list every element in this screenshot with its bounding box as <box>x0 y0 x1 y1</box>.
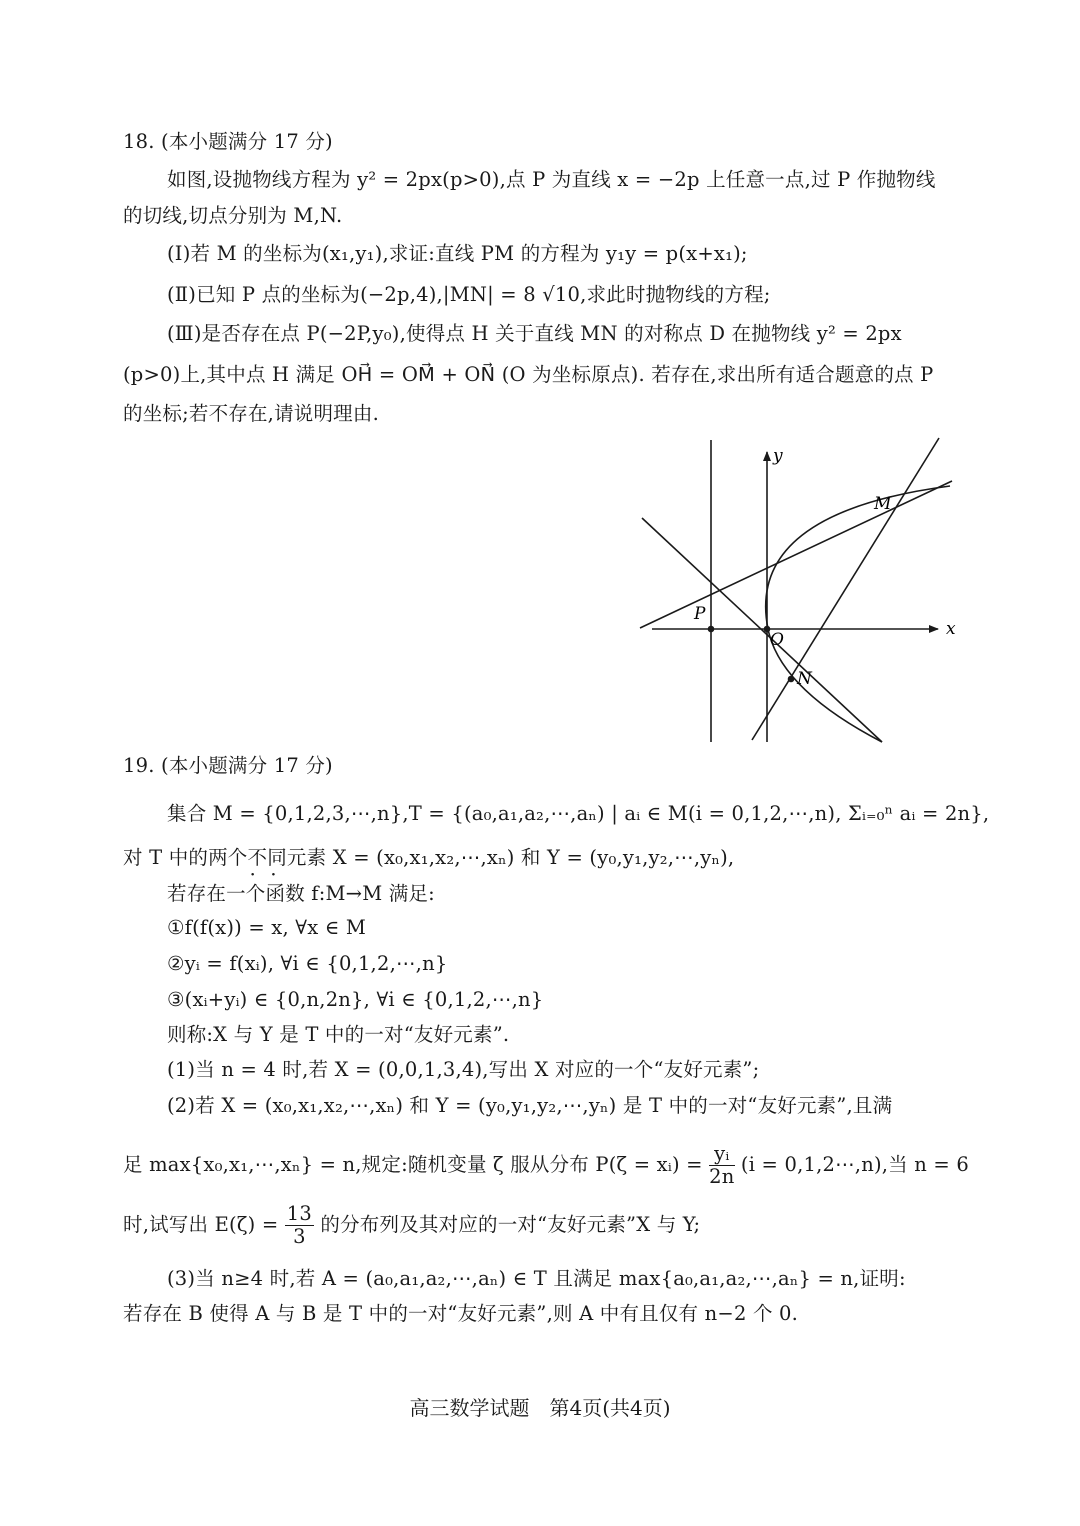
fraction-denominator: 2n <box>709 1165 735 1188</box>
q19-pair-pre: 对 T 中的两个 <box>123 846 248 869</box>
q19-part3-line2: 若存在 B 使得 A 与 B 是 T 中的一对“友好元素”,则 A 中有且仅有 n−2 个 0. <box>123 1302 799 1325</box>
q18-heading: 18. (本小题满分 17 分) <box>123 130 333 153</box>
q18-part3-line3: 的坐标;若不存在,请说明理由. <box>123 402 379 425</box>
q19-set-definition: 集合 M = {0,1,2,3,⋯,n},T = {(a₀,a₁,a₂,⋯,aₙ) | aᵢ ∈ M(i = 0,1,2,⋯,n), Σᵢ₌₀ⁿ aᵢ = 2n}, <box>167 802 990 825</box>
q19-part2-line2 <box>123 1140 969 1190</box>
fraction-13-over-3 <box>285 1203 314 1248</box>
tangent-line-pm <box>640 481 952 628</box>
q19-part2-line2-post: (i = 0,1,2⋯,n),当 n = 6 <box>740 1153 969 1176</box>
q19-pair-post: 元素 X = (x₀,x₁,x₂,⋯,xₙ) 和 Y = (y₀,y₁,y₂,⋯,yₙ), <box>286 846 735 869</box>
q18-intro-line1: 如图,设抛物线方程为 y² = 2px(p>0),点 P 为直线 x = −2p 上任意一点,过 P 作抛物线 <box>167 168 936 191</box>
fraction-numerator: yᵢ <box>709 1143 734 1166</box>
fraction-yi-over-2n <box>709 1143 734 1188</box>
q18-part2: (Ⅱ)已知 P 点的坐标为(−2p,4),|MN| = 8 √10,求此时抛物线的方程; <box>167 283 771 306</box>
chord-mn <box>752 438 939 740</box>
q18-part1: (Ⅰ)若 M 的坐标为(x₁,y₁),求证:直线 PM 的方程为 y₁y = p(x+x₁); <box>167 242 748 265</box>
parabola-figure <box>638 434 958 746</box>
q19-part2-line2-pre: 足 max{x₀,x₁,⋯,xₙ} = n,规定:随机变量 ζ 服从分布 P(ζ = xᵢ) = <box>123 1153 703 1176</box>
tangent-line-pn <box>642 518 882 742</box>
q19-pair-emphasis: 不同 · · <box>248 846 287 869</box>
label-o: O <box>770 630 784 650</box>
label-n: N <box>797 669 812 689</box>
fraction-numerator: 13 <box>286 1202 312 1225</box>
point-n <box>788 676 795 683</box>
q18-part3-line1: (Ⅲ)是否存在点 P(−2P,y₀),使得点 H 关于直线 MN 的对称点 D 在抛物线 y² = 2px <box>167 322 902 345</box>
label-m: M <box>874 494 892 514</box>
q19-condition-1: ①f(f(x)) = x, ∀x ∈ M <box>167 916 367 939</box>
label-x: x <box>946 619 956 639</box>
q18-intro-line2: 的切线,切点分别为 M,N. <box>123 204 343 227</box>
q19-part3-line1: (3)当 n≥4 时,若 A = (a₀,a₁,a₂,⋯,aₙ) ∈ T 且满足 max{a₀,a₁,a₂,⋯,aₙ} = n,证明: <box>167 1267 906 1290</box>
point-p-foot <box>708 626 715 633</box>
q19-part2-line3-post: 的分布列及其对应的一对“友好元素”X 与 Y; <box>320 1213 701 1236</box>
parabola-curve <box>766 486 950 742</box>
label-p: P <box>694 604 706 624</box>
fraction-denominator: 3 <box>293 1225 306 1248</box>
q19-pair-line <box>123 844 734 872</box>
q19-condition-2: ②yᵢ = f(xᵢ), ∀i ∈ {0,1,2,⋯,n} <box>167 952 448 975</box>
label-y: y <box>773 446 783 466</box>
q19-heading: 19. (本小题满分 17 分) <box>123 754 333 777</box>
q19-condition-3: ③(xᵢ+yᵢ) ∈ {0,n,2n}, ∀i ∈ {0,1,2,⋯,n} <box>167 988 544 1011</box>
q19-part1: (1)当 n = 4 时,若 X = (0,0,1,3,4),写出 X 对应的一个“友好元素”; <box>167 1058 760 1081</box>
q19-part2-line1: (2)若 X = (x₀,x₁,x₂,⋯,xₙ) 和 Y = (y₀,y₁,y₂,⋯,yₙ) 是 T 中的一对“友好元素”,且满 <box>167 1094 893 1117</box>
q18-part3-line2: (p>0)上,其中点 H 满足 OH⃗ = OM⃗ + ON⃗ (O 为坐标原点). 若存在,求出所有适合题意的点 P <box>123 363 934 386</box>
q19-definition: 则称:X 与 Y 是 T 中的一对“友好元素”. <box>167 1023 510 1046</box>
q19-function-line: 若存在一个函数 f:M→M 满足: <box>167 882 435 905</box>
q19-part2-line3 <box>123 1200 700 1250</box>
q19-part2-line3-pre: 时,试写出 E(ζ) = <box>123 1213 279 1236</box>
page-footer: 高三数学试题 第4页(共4页) <box>409 1396 671 1420</box>
